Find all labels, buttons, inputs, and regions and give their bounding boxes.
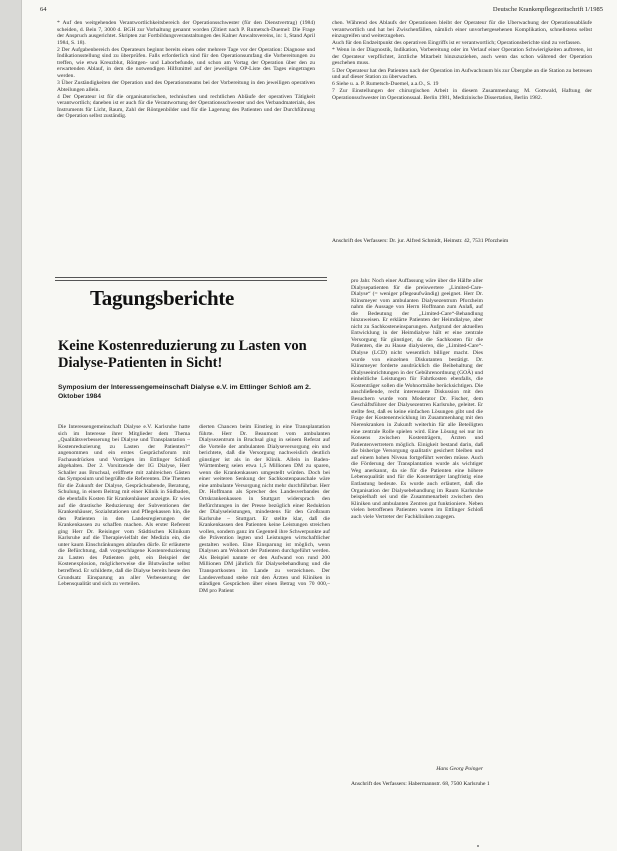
- footnote-paragraph: * Auf den weitgehenden Verantwortlichkeitsbereich der Operationsschwester (für den Dienstvertrag) (1984) scheiden, d. Bein 7, 3000 d. BGH zur Vorhaltung genannt worden (Zitiert nach P. Rumetsch-Duemel: Die Frage der Anspruch ausgerichtet. Skripten zur Fortbildungsveranstaltungen des Kalner Anwaltsvereins, in: 1, Stand April 1984, S. 18).: [57, 20, 315, 46]
- article-subheadline: Symposium der Interessengemeinschaft Dialyse e.V. im Ettlinger Schloß am 2. Oktober 1984: [58, 384, 311, 400]
- footnote-paragraph: 5 Der Operateur hat den Patienten nach der Operation im Aufwachraum bis zur Übergabe an die Station zu betreuen und auf dieser Station zu überwachen.: [332, 67, 592, 81]
- author-address: Anschrift des Verfassers: Dr. jur. Alfred Schmidt, Heimstr. 42, 7531 Pforzheim: [332, 238, 509, 244]
- document-page: [22, 0, 617, 851]
- section-divider: [55, 277, 327, 281]
- footnote-paragraph: Auch für den Endzeitpunkt des operativen Eingriffs ist er verantwortlich; Operationsberichte sind zu verfassen.: [332, 40, 582, 47]
- article-paragraph: dierten Chancen beim Einstieg in eine Transplantation führte. Herr Dr. Beaumont vom ambulanten Dialysezentrum in Bruchsal ging in seinem Referat auf die Vorteile der ambulanten Dialyseversorgung ein und berichtete, daß die Versorgung nachweislich deutlich günstiger ist als in der Klinik. Allein in Baden-Württemberg seien etwa 1,5 Millionen DM zu sparen, wenn die Krankenkassen umgestellt würden. Doch bei einer weiteren Senkung der Sachkostenpauschale wäre eine ambulante Versorgung nicht mehr durchführbar. Herr Dr. Hoffmann als Sprecher des Landesverbandes der Ortskrankenkassen in Stuttgart widersprach den Befürchtungen in der Presse bezüglich einer Reduktion der Dialyseleistungen, mindestens für den Großraum Karlsruhe – Stuttgart. Er stellte klar, daß die Krankenkassen den Patienten keine Leistungen streichen wollen, sondern ganz im Gegenteil ihre Schwerpunkte auf die Prävention legten und Leistungen wirtschaftlicher gestalten wollen. Eine Einsparung ist möglich, wenn Dialysen am Wohnort der Patienten durchgeführt werden. Als Beispiel nannte er den Aufwand von rund 200 Millionen DM jährlich für Dialysebehandlung und die Transportkosten im Lande zu verzeichnen. Der Landesverband stehe mit den Ärzten und Kliniken in ständigen Gesprächen über einen Betrag von 70 000,– DM pro Patient: [199, 424, 330, 594]
- footnote-paragraph: 3 Über Zuständigkeiten der Operation und des Operationsteams bei der Vorbereitung in den jeweiligen operativen Abteilungen allein.: [57, 80, 315, 93]
- section-title: Tagungsberichte: [90, 286, 235, 310]
- footnote-paragraph: 7 Zur Einstellungen der chirurgischen Arbeit in diesem Zusammenhang; M. Gottwald, Haftung der Operationsschwester im Operationssaal. Berlin 1981, Medizinische Dissertation, Berlin 1982.: [332, 88, 592, 101]
- article-paragraph: pro Jahr. Noch einer Auffassung wäre über die Hälfte aller Dialysepatienten für die preiswertere „Limited-Care-Dialyse“ (= weniger pflegeaufwändig) geeignet. Herr Dr. Klinsmeyer vom ambulanten Dialysezentrum Pforzheim nahm die Aussage von Herrn Hoffmann zum Anlaß, auf die Bedeutung der „Limited-Care“-Behandlung hinzuweisen. Er erklärte Patienten der Heimdialyse, aber nicht zu Sachkosteneinsparungen. Aufgrund der aktuellen Entwicklung in der Heimdialyse hält er eine zentrale Versorgung für günstiger, da die Sachkosten für die Patienten, die zu Hause dialysieren, die „Limited-Care“-Dialyse (LCD) nicht wesentlich billiger macht. Dies wurde von einzelnen Diskutanten bestätigt. Dr. Klinsmeyer forderte ausdrücklich die Beibehaltung der Dialyseeinrichtungen in der Gebührenordnung (GOÄ) und einheitliche Leistungen für Fahrtkosten ebenfalls, die Kostenträger sollen die Wohnortnähe berücksichtigen. Die anschließende, recht interessante Diskussion mit den Besuchern wurde vom Moderator Dr. Fischer, dem Geschäftsführer der Dialysezentren Karlsruhe, geleitet. Er stellte fest, daß es keine einfachen Lösungen gibt und die Frage der Kostenentwicklung im Zusammenhang mit den Nierenkranken in Zukunft weiterhin für alle Beteiligten eine zentrale Rolle spielen wird. Eine Lösung sei nur im Konsens zwischen Kostenträgern, Ärzten und Patientenvertretern möglich. Einigkeit bestand darin, daß die bisherige Versorgung qualitativ gesichert bleiben und auf einem hohen Niveau fortgeführt werden müsse. Auch die Förderung der Transplantation wurde als wichtiger Weg anerkannt, da sie für die Patienten eine höhere Lebensqualität und für die Kostenträger langfristig eine Entlastung bedeute. Es wurde auch erläutert, daß die Organisation der Dialysebehandlung im Raum Karlsruhe beispielhaft sei und die Zusammenarbeit zwischen den Kliniken und ambulanten Zentren gut funktioniere. Neben vielen betroffenen Patienten waren im Ettlinger Schloß auch viele Vertreter der Fachkliniken zugegen.: [351, 278, 483, 520]
- footnotes-left-column: [57, 20, 315, 252]
- article-column-2: [199, 424, 330, 844]
- footnote-paragraph: * Wenn in der Diagnostik, Indikation, Vorbereitung oder im Verlauf einer Operation Schwierigkeiten auftreten, ist der Operateur verpflichtet, ärztliche Mitarbeit hinzuzuziehen, auch wenn das schon während der Operation geschehen muss.: [332, 47, 592, 67]
- print-mark: [477, 845, 479, 847]
- journal-title: Deutsche Krankenpflegezeitschrift 1/1985: [492, 6, 603, 13]
- article-column-1: [58, 424, 190, 844]
- page-number: 64: [40, 6, 47, 13]
- article-paragraph: Die Interessengemeinschaft Dialyse e.V. Karlsruhe hatte sich im Interesse ihrer Mitglieder dem Thema „Qualitätsverbesserung bei Dialyse und Transplantation – Kostenreduzierung zu Lasten der Patienten?“ angenommen und ein erstes Gesprächsforum mit Fachausdrücken und Vorträgen im Ettlinger Schloß abgehalten. Der 2. Vorsitzende der IG Dialyse, Herr Schaller aus Bruchsal, eröffnete mit zahlreichen Gästen das Symposium und begrüßte die Referenten. Die Themen für die Zukunft der Dialyse, Gesprächsabende, Beratung, Schulung, in einem Beitrag mit einer Klinik in Südbaden, die ebenfalls Kosten für Krankenhäuser anzeigte. Er wies auf die drastische Reduzierung der Subventionen der Krankenhäuser, Sozialstationen und Pflegekassen hin, die den Patienten in den Landesregierungen der Krankenkassen zu schaffen machen. Als erster Referent ging Herr Dr. Reisinger vom Städtischen Klinikum Karlsruhe auf die Therapievielfalt der Medizin ein, die unter kaum Einschränkungen ablaufen dürfe. Er erläuterte die Befürchtung, daß vorgeschlagene Kostenreduzierung zu Lasten des Patienten geht, ein Beispiel der Kostenexplosion, möglicherweise die Blutwäsche selbst betreffend. Er schilderte, daß die Dialyse bereits heute den Grundsatz Einsparung an aller Verbesserung der Lebensqualität und sich zu verteilen.: [58, 424, 190, 588]
- footnote-paragraph: 4 Der Operateur ist für die organisatorischen, technischen und rechtlichen Abläufe der operativen Tätigkeit verantwortlich; daneben ist er auch für die Verantwortung der Operationsschwester und des Verbandmaterials, des Instruments für Licht, Raum, Zahl der Röntgenbilder und für die Lagerung des Patienten und der Durchführung der Operation selbst zuständig.: [57, 93, 315, 120]
- author-footnote: Anschrift des Verfassers: Habermannstr. 68, 7500 Karlsruhe 1: [351, 781, 490, 787]
- footnote-paragraph: chen. Während des Ablaufs der Operationen bleibt der Operateur für die Überwachung der Operationsabläufe verantwortlich und hat bei Zwischenfällen, nämlich einer unvorhergesehenen Komplikation, schnellstens selbst einzugreifen und weiterzugehen.: [332, 20, 592, 40]
- footnote-paragraph: 2 Der Aufgabenbereich des Operateurs beginnt bereits einen oder mehrere Tage vor der Operation: Diagnose und Indikationsstellung sind zu überprüfen. Falls erforderlich sind für den Operationsumfang die Vorbereitungen zu treffen, wie etwa Kreuzblut, Röntgen- und Laborbefunde, und schon am Vortag der Operation über den zu erwartenden Ablauf, in dem die notwendigen Hilfsmittel auf der jeweiligen OP-Liste des Tages eingetragen werden.: [57, 46, 315, 79]
- article-column-3: [351, 278, 483, 778]
- page-header: [40, 6, 603, 16]
- footnotes-right-column: [332, 20, 592, 252]
- article-headline: Keine Kostenreduzierung zu Lasten von Dialyse-Patienten in Sicht!: [58, 338, 307, 371]
- footnote-paragraph: 6 Siehe u. a. P. Rumetsch-Duemel, a.a.O., S. 19: [332, 81, 439, 88]
- article-signature: Hans Georg Poinger: [436, 766, 483, 772]
